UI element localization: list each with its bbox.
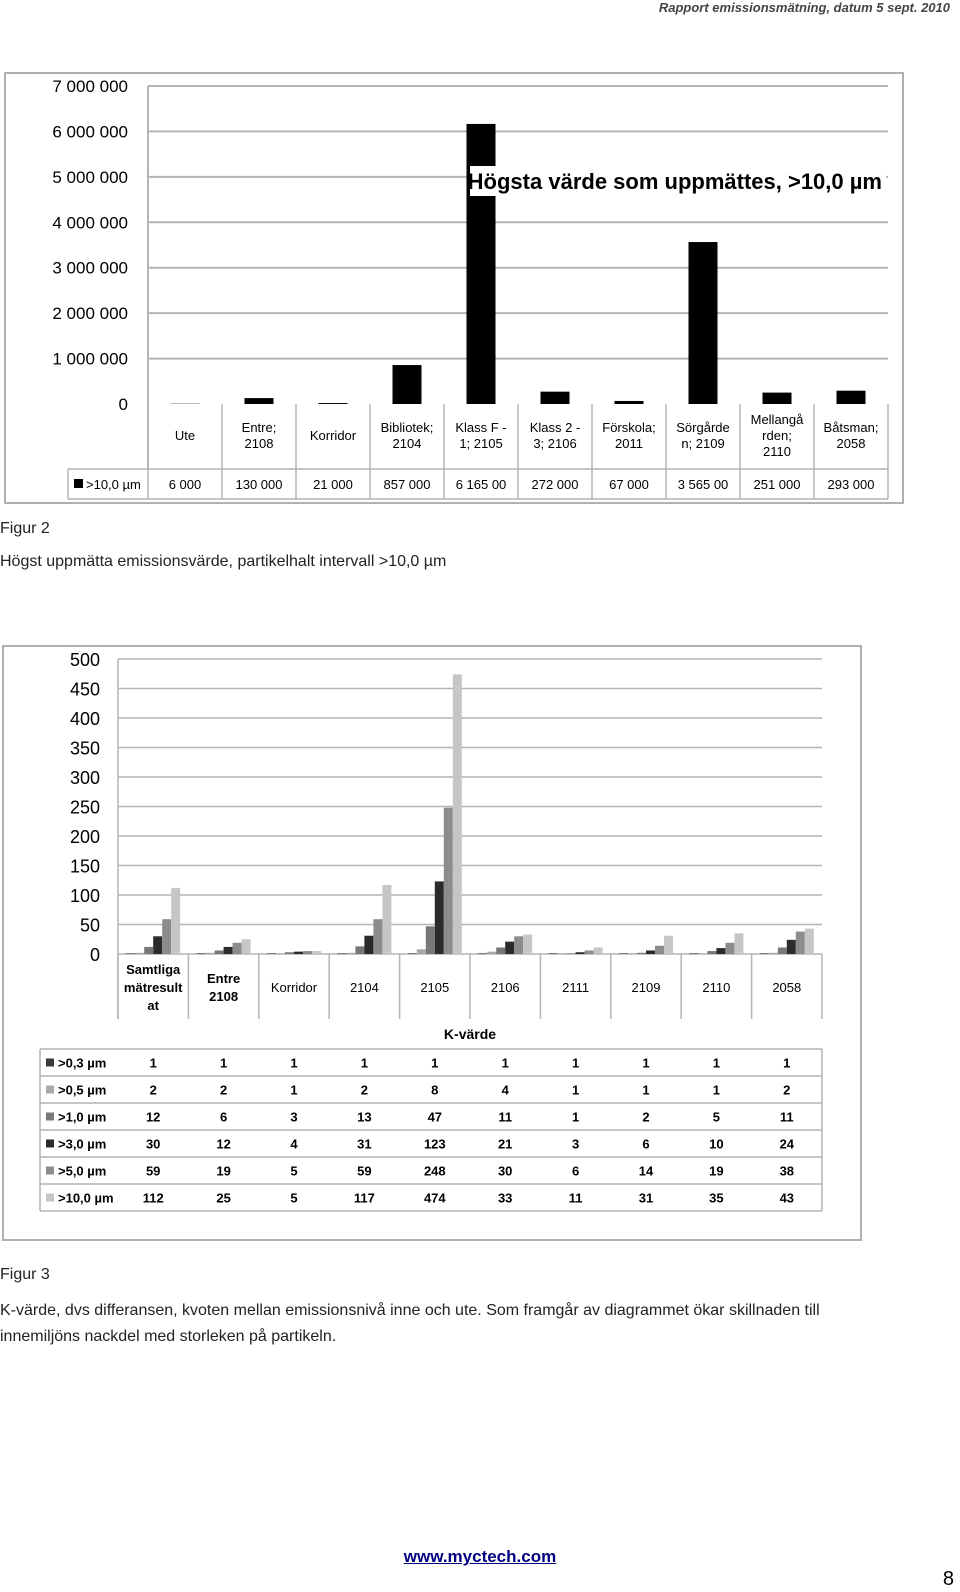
bar <box>355 946 364 954</box>
y-tick-label: 7 000 000 <box>52 77 128 96</box>
y-tick-label: 3 000 000 <box>52 258 128 278</box>
y-tick-label: 50 <box>79 915 100 936</box>
data-label: 31 <box>357 1136 372 1152</box>
figure3-caption-line1: K-värde, dvs differansen, kvoten mellan emissionsnivå inne och ute. Som framgår av diagrammet ökar skillnaden till <box>0 1302 820 1319</box>
bar <box>523 935 532 954</box>
data-label: 2 <box>149 1082 157 1098</box>
data-label: 4 <box>501 1082 509 1098</box>
bar <box>245 398 274 404</box>
data-label: 248 <box>423 1163 446 1179</box>
bar <box>267 953 276 954</box>
y-tick-label: 100 <box>69 886 100 906</box>
x-tick-label: Samtliga <box>126 962 181 977</box>
data-label: 67 000 <box>609 477 649 492</box>
data-label: 31 <box>638 1190 654 1206</box>
x-tick-label: Bibliotek; <box>380 420 434 435</box>
data-label: 2 <box>642 1109 650 1125</box>
data-label: 11 <box>498 1109 513 1125</box>
data-label: 59 <box>357 1163 372 1179</box>
bar <box>417 949 426 954</box>
bar <box>716 948 725 954</box>
data-label: 6 <box>571 1163 580 1179</box>
legend-swatch <box>46 1140 54 1148</box>
data-label: 1 <box>219 1055 228 1071</box>
data-label: 5 <box>712 1109 721 1125</box>
data-label: 1 <box>571 1109 580 1125</box>
bar <box>233 943 242 954</box>
y-tick-label: 5 000 000 <box>52 167 128 187</box>
y-tick-label: 150 <box>69 856 100 877</box>
y-tick-label: 2 000 000 <box>52 304 128 324</box>
data-label: 251 000 <box>753 477 801 492</box>
legend-label: >0,3 µm <box>58 1055 107 1071</box>
x-tick-label: 2011 <box>615 436 643 451</box>
data-label: 6 <box>219 1109 228 1125</box>
x-tick-label: mätresult <box>123 980 183 995</box>
x-tick-label: Korridor <box>270 980 318 995</box>
legend-label: >10,0 µm <box>86 477 141 492</box>
bar <box>346 953 355 954</box>
bar <box>294 952 303 954</box>
bar <box>594 948 603 954</box>
y-tick-label: 300 <box>69 768 100 788</box>
y-tick-label: 6 000 000 <box>52 122 128 142</box>
data-label: 1 <box>501 1055 509 1071</box>
data-label: 272 000 <box>531 477 579 492</box>
bar <box>435 881 444 954</box>
bar <box>206 953 215 954</box>
report-header: Rapport emissionsmätning, datum 5 sept. 2010 <box>658 0 950 15</box>
legend-swatch <box>46 1167 54 1175</box>
bar <box>689 242 718 404</box>
bar <box>763 393 792 404</box>
data-label: 5 <box>290 1190 298 1206</box>
bar <box>224 947 233 954</box>
bar <box>567 953 576 954</box>
x-tick-label: Mellangå <box>750 412 804 427</box>
x-tick-label: Klass 2 - <box>529 420 581 435</box>
bar <box>126 953 135 954</box>
data-label: 30 <box>145 1136 161 1152</box>
data-label: 123 <box>423 1136 446 1152</box>
data-label: 35 <box>709 1190 724 1206</box>
x-tick-label: Klass F - <box>455 420 507 435</box>
bar <box>242 939 251 954</box>
figure3-label: Figur 3 <box>0 1266 50 1283</box>
bar <box>585 950 594 954</box>
data-label: 130 000 <box>235 477 283 492</box>
bar <box>276 953 285 954</box>
page-number: 8 <box>942 1568 954 1590</box>
data-label: 10 <box>709 1136 724 1152</box>
x-tick-label: 3; 2106 <box>533 436 577 451</box>
data-label: 11 <box>568 1190 583 1206</box>
bar <box>197 953 206 954</box>
x-tick-label: 2110 <box>702 980 731 995</box>
bar <box>144 947 153 954</box>
bar <box>487 952 496 954</box>
bar <box>393 365 422 404</box>
legend-swatch <box>46 1059 54 1067</box>
y-tick-label: 1 000 000 <box>52 349 128 369</box>
bar <box>619 953 628 954</box>
legend-label: >3,0 µm <box>58 1136 107 1152</box>
data-label: 2 <box>783 1082 791 1098</box>
data-label: 1 <box>571 1055 580 1071</box>
data-label: 6 165 00 <box>455 477 507 492</box>
bar <box>655 946 664 954</box>
legend-swatch <box>74 479 83 488</box>
legend-swatch <box>46 1086 54 1094</box>
chart-k-value <box>2 645 862 1241</box>
data-label: 13 <box>357 1109 372 1125</box>
bar <box>171 888 180 954</box>
data-label: 24 <box>779 1136 795 1152</box>
data-label: 3 565 00 <box>677 477 729 492</box>
bar <box>637 953 646 954</box>
y-tick-label: 500 <box>69 650 100 670</box>
bar <box>837 391 866 404</box>
bar <box>549 953 558 954</box>
footer-link[interactable]: www.myctech.com <box>403 1547 557 1566</box>
x-tick-label: Båtsman; <box>823 420 879 435</box>
data-label: 19 <box>709 1163 724 1179</box>
bar <box>628 953 637 954</box>
data-label: 6 000 <box>168 477 202 492</box>
x-tick-label: 2109 <box>631 980 661 995</box>
data-label: 1 <box>783 1055 791 1071</box>
data-label: 1 <box>290 1082 298 1098</box>
data-label: 857 000 <box>383 477 431 492</box>
data-label: 12 <box>216 1136 231 1152</box>
bar <box>505 942 514 954</box>
bar <box>153 936 162 954</box>
x-tick-label: 2105 <box>420 980 450 995</box>
chart-k-value-svg <box>4 647 860 1239</box>
data-label: 3 <box>290 1109 298 1125</box>
data-label: 474 <box>423 1190 446 1206</box>
x-tick-label: 2111 <box>562 980 590 995</box>
x-tick-label: 2058 <box>772 980 802 995</box>
x-tick-label: rden; <box>762 428 792 443</box>
data-label: 43 <box>779 1190 795 1206</box>
data-label: 33 <box>497 1190 513 1206</box>
data-label: 1 <box>149 1055 157 1071</box>
figure3-caption-line2: innemiljöns nackdel med storleken på partikeln. <box>0 1328 337 1345</box>
x-tick-label: n; 2109 <box>681 436 725 451</box>
x-tick-label: Entre <box>206 971 241 986</box>
data-label: 1 <box>360 1055 369 1071</box>
data-label: 1 <box>642 1055 650 1071</box>
bar <box>453 674 462 954</box>
x-tick-label: 2108 <box>244 436 274 451</box>
data-label: 3 <box>571 1136 580 1152</box>
data-label: 293 000 <box>827 477 875 492</box>
y-tick-label: 450 <box>69 679 100 700</box>
bar <box>135 953 144 954</box>
data-label: 38 <box>779 1163 795 1179</box>
data-label: 12 <box>145 1109 161 1125</box>
bar <box>689 953 698 954</box>
data-label: 1 <box>431 1055 439 1071</box>
bar <box>319 403 348 404</box>
bar <box>796 932 805 954</box>
legend-swatch <box>46 1113 54 1121</box>
x-axis-label: K-värde <box>443 1026 497 1042</box>
data-label: 1 <box>712 1055 721 1071</box>
bar <box>615 401 644 404</box>
chart-highest-value-svg <box>6 74 902 502</box>
data-label: 6 <box>642 1136 650 1152</box>
data-label: 2 <box>219 1082 228 1098</box>
data-label: 5 <box>290 1163 298 1179</box>
bar <box>734 933 743 954</box>
x-tick-label: Korridor <box>309 428 357 443</box>
data-label: 11 <box>779 1109 794 1125</box>
y-tick-label: 0 <box>118 395 128 414</box>
y-tick-label: 250 <box>69 797 100 818</box>
bar <box>373 919 382 954</box>
y-tick-label: 4 000 000 <box>52 213 128 233</box>
bar <box>707 951 716 954</box>
x-tick-label: 2058 <box>836 436 866 451</box>
bar <box>646 950 655 954</box>
bar <box>215 950 224 954</box>
figure2-caption: Högst uppmätta emissionsvärde, partikelhalt intervall >10,0 µm <box>0 553 447 570</box>
y-tick-label: 200 <box>69 827 100 847</box>
legend-label: >10,0 µm <box>58 1190 114 1206</box>
data-label: 14 <box>638 1163 654 1179</box>
data-label: 2 <box>360 1082 369 1098</box>
legend-label: >5,0 µm <box>58 1163 107 1179</box>
data-label: 1 <box>290 1055 298 1071</box>
data-label: 21 000 <box>313 477 353 492</box>
bar <box>496 948 505 954</box>
bar <box>698 953 707 954</box>
x-tick-label: Förskola; <box>602 420 656 435</box>
x-tick-label: 1; 2105 <box>459 436 503 451</box>
x-tick-label: 2106 <box>490 980 520 995</box>
data-label: 4 <box>290 1136 298 1152</box>
x-tick-label: 2104 <box>392 436 422 451</box>
x-tick-label: Sörgårde <box>676 420 730 435</box>
data-label: 21 <box>497 1136 513 1152</box>
bar <box>725 943 734 954</box>
bar <box>787 940 796 954</box>
x-tick-label: 2108 <box>209 989 239 1004</box>
data-label: 8 <box>431 1082 439 1098</box>
bar <box>541 392 570 404</box>
data-label: 117 <box>353 1190 375 1206</box>
bar <box>382 885 391 954</box>
bar <box>408 953 417 954</box>
bar <box>337 953 346 954</box>
x-tick-label: 2110 <box>763 444 791 459</box>
bar <box>444 808 453 954</box>
y-tick-label: 350 <box>69 738 100 759</box>
data-label: 30 <box>497 1163 513 1179</box>
bar <box>364 936 373 954</box>
chart-title: Högsta värde som uppmättes, >10,0 µm <box>467 169 882 194</box>
bar <box>478 953 487 954</box>
bar <box>558 953 567 954</box>
bar <box>312 951 321 954</box>
bar <box>426 926 435 954</box>
x-tick-label: Ute <box>174 428 196 443</box>
data-label: 47 <box>427 1109 443 1125</box>
y-tick-label: 0 <box>89 945 100 965</box>
bar <box>514 936 523 954</box>
x-tick-label: 2104 <box>349 980 379 995</box>
figure2-label: Figur 2 <box>0 520 50 537</box>
bar <box>778 948 787 954</box>
bar <box>303 951 312 954</box>
x-tick-label: at <box>147 998 159 1013</box>
bar <box>467 124 496 404</box>
bar <box>576 952 585 954</box>
bar <box>162 919 171 954</box>
data-label: 112 <box>142 1190 164 1206</box>
bar <box>769 953 778 954</box>
legend-swatch <box>46 1194 54 1202</box>
x-tick-label: Entre; <box>241 420 277 435</box>
data-label: 59 <box>145 1163 161 1179</box>
bar <box>760 953 769 954</box>
data-label: 1 <box>642 1082 650 1098</box>
legend-label: >0,5 µm <box>58 1082 107 1098</box>
legend-label: >1,0 µm <box>58 1109 107 1125</box>
data-label: 1 <box>571 1082 580 1098</box>
bar <box>285 952 294 954</box>
bar <box>805 929 814 954</box>
chart-highest-value <box>4 72 904 504</box>
data-label: 25 <box>216 1190 231 1206</box>
bar <box>664 936 673 954</box>
data-label: 1 <box>712 1082 721 1098</box>
y-tick-label: 400 <box>69 709 100 729</box>
data-label: 19 <box>216 1163 231 1179</box>
